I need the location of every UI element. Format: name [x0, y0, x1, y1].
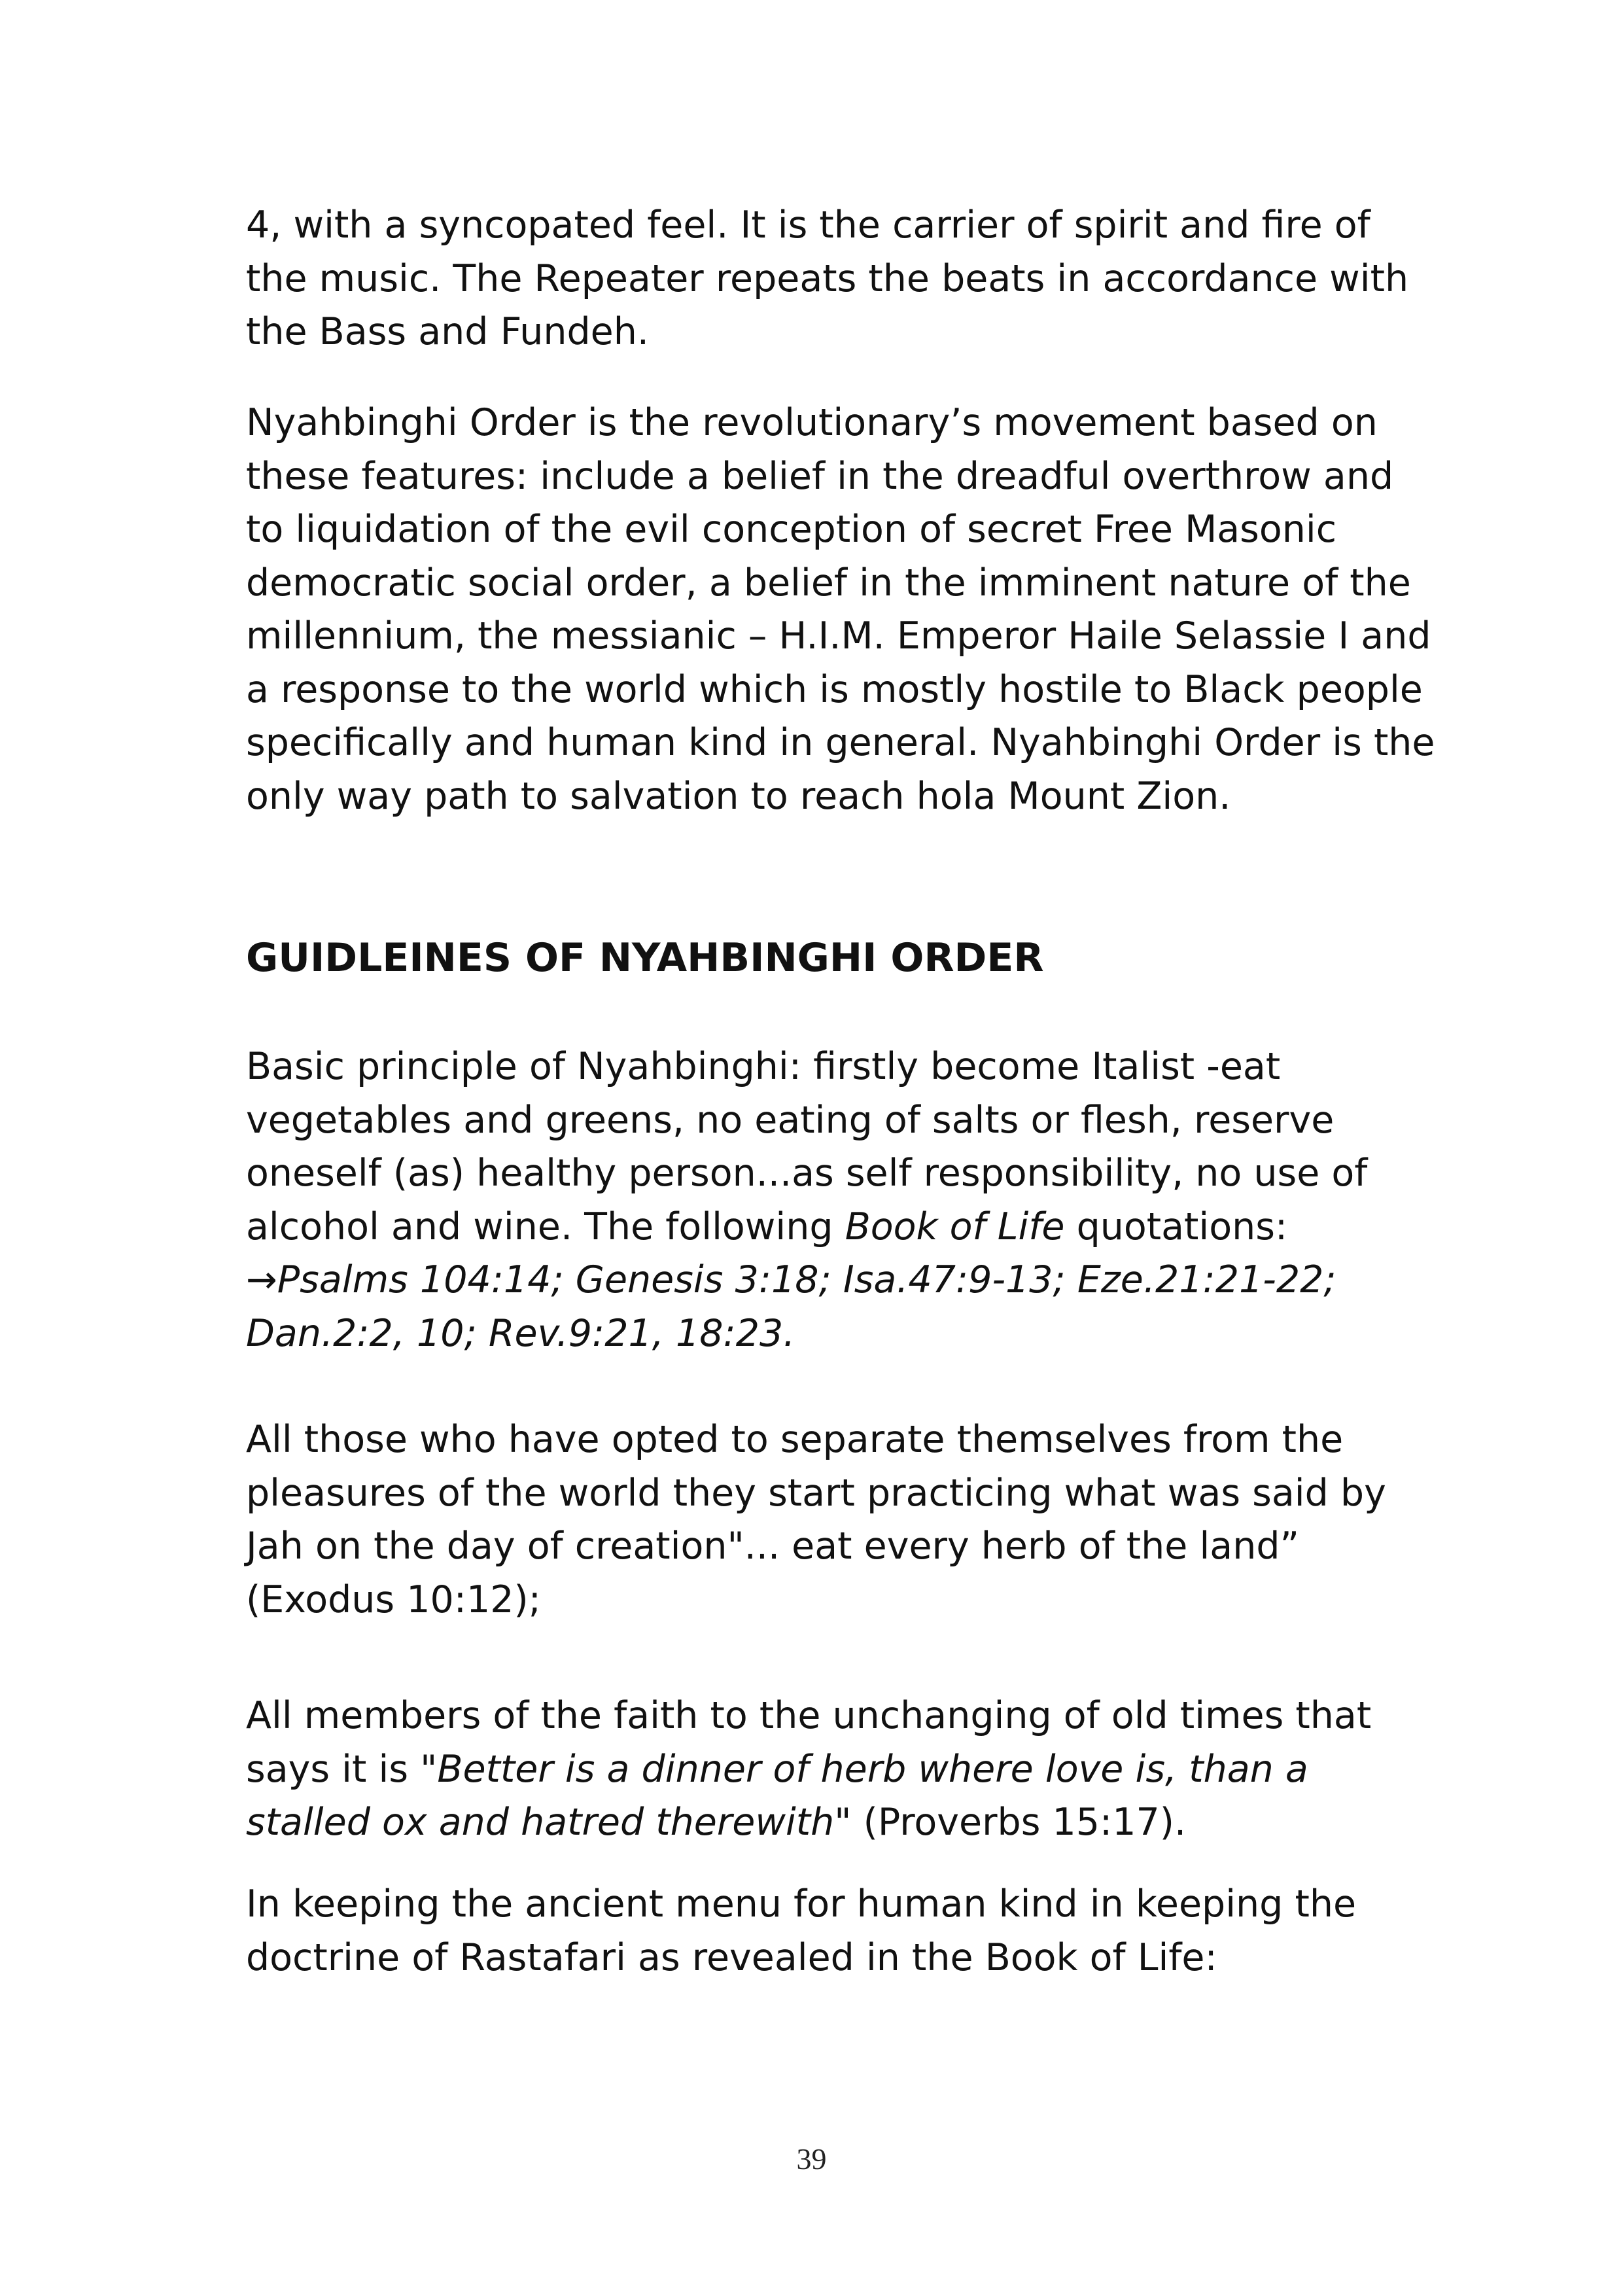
paragraph-basic-principle [246, 1040, 1397, 1360]
page-number: 39 [796, 2142, 827, 2176]
book-title-italic: Book of Life [845, 1205, 1065, 1248]
text-segment: " (Proverbs 15:17). [834, 1801, 1187, 1844]
text-line: doctrine of Rastafari as revealed in the Book of Life: [246, 1935, 1217, 1979]
text-line: Jah on the day of creation"... eat every herb of the land” [246, 1525, 1300, 1568]
text-line: democratic social order, a belief in the imminent nature of the [246, 561, 1411, 605]
paragraph-nyahbinghi-order [246, 397, 1435, 823]
text-line: Nyahbinghi Order is the revolutionary’s movement based on [246, 401, 1378, 444]
text-line: specifically and human kind in general. Nyahbinghi Order is the [246, 721, 1435, 764]
paragraph-separation [246, 1413, 1397, 1627]
text-segment: says it is " [246, 1747, 438, 1791]
paragraph-proverbs [246, 1689, 1397, 1850]
text-line: vegetables and greens, no eating of salts or flesh, reserve [246, 1098, 1335, 1142]
text-line: millennium, the messianic – H.I.M. Emperor Haile Selassie I and [246, 614, 1431, 658]
paragraph-drum-description [246, 199, 1409, 359]
text-line: these features: include a belief in the dreadful overthrow and [246, 454, 1394, 498]
text-line: oneself (as) healthy person...as self responsibility, no use of [246, 1152, 1368, 1195]
text-line: only way path to salvation to reach hola Mount Zion. [246, 774, 1231, 818]
text-line: In keeping the ancient menu for human kind in keeping the [246, 1882, 1357, 1926]
text-segment: quotations: [1064, 1205, 1288, 1248]
text-line: the music. The Repeater repeats the beats in accordance with [246, 256, 1409, 300]
text-line: the Bass and Fundeh. [246, 310, 649, 353]
text-line: a response to the world which is mostly hostile to Black people [246, 667, 1423, 711]
paragraph-ancient-menu [246, 1878, 1397, 1985]
text-line: 4, with a syncopated feel. It is the carrier of spirit and fire of [246, 203, 1370, 247]
text-line: All those who have opted to separate themselves from the [246, 1418, 1344, 1461]
text-line: Basic principle of Nyahbinghi: firstly become Italist -eat [246, 1045, 1281, 1088]
text-line: All members of the faith to the unchanging of old times that [246, 1694, 1372, 1737]
scripture-references: Dan.2:2, 10; Rev.9:21, 18:23. [246, 1311, 795, 1355]
section-heading: GUIDLEINES OF NYAHBINGHI ORDER [246, 935, 1044, 981]
text-line: to liquidation of the evil conception of secret Free Masonic [246, 508, 1337, 551]
quotation-italic: stalled ox and hatred therewith [246, 1801, 835, 1844]
text-line: (Exodus 10:12); [246, 1578, 541, 1621]
text-line [246, 1796, 1397, 1850]
text-line [246, 1743, 1397, 1797]
scripture-references: →Psalms 104:14; Genesis 3:18; Isa.47:9-13; Eze.21:21-22; [246, 1258, 1336, 1301]
quotation-italic: Better is a dinner of herb where love is, than a [437, 1747, 1308, 1791]
text-segment: alcohol and wine. The following [246, 1205, 845, 1248]
text-line [246, 1201, 1397, 1254]
text-line: pleasures of the world they start practicing what was said by [246, 1471, 1386, 1515]
